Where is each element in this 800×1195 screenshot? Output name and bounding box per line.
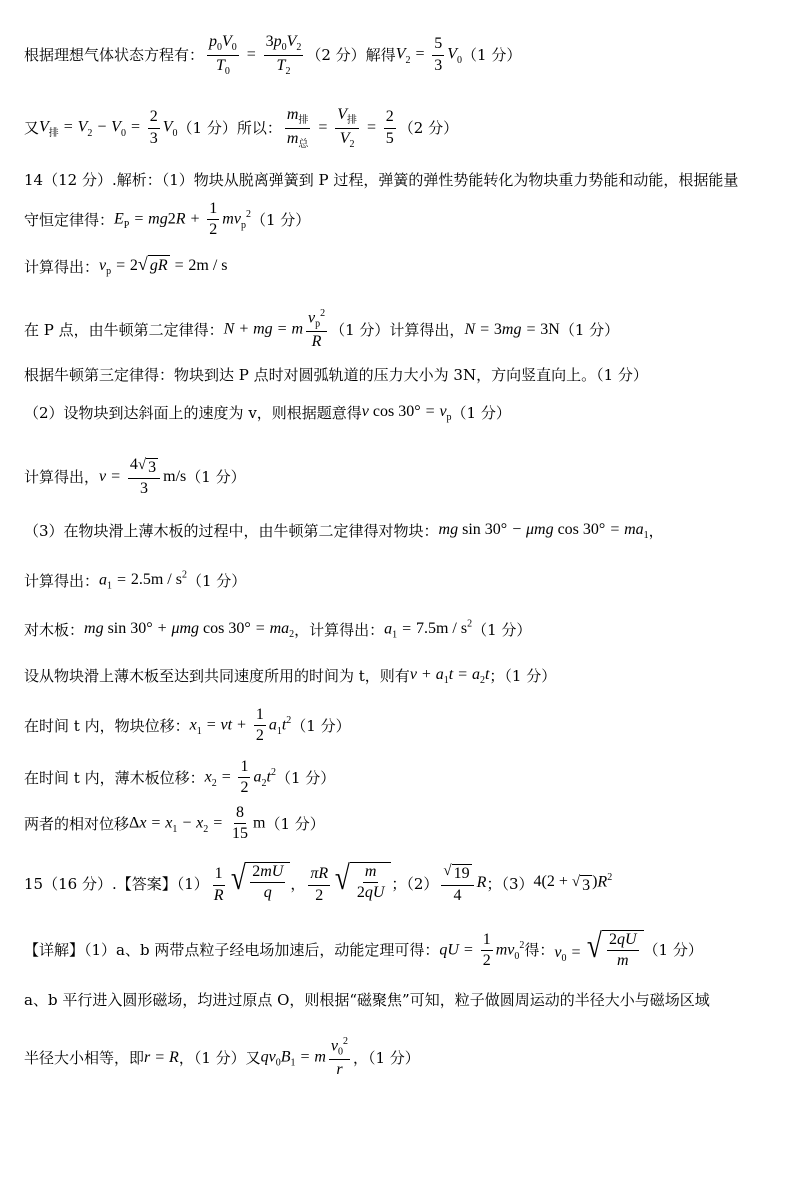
v0-result: $v_0$ = √ $\frac{2qU}{m}$ [554, 930, 643, 971]
line-1: 根据理想气体状态方程有： $\frac{p_0V_0}{T_0}$ = $\frac{3p_0V_2}{T_2}$ （2 分）解得 $V_2$ = $\frac{5}{3}$ $V_0$ （1 分） [24, 33, 522, 77]
line-15: 在时间 t 内，薄木板位移： $x_2$ = $\frac{1}{2}$ $a_2t^2$ （1 分） [24, 758, 336, 797]
radius-equation: r = R [144, 1049, 179, 1067]
answer-1b: $\frac{\pi R}{2}$ √ $\frac{m}{2qU}$ [305, 862, 391, 905]
line-6: 在 P 点，由牛顿第二定律得： N + mg = m $\frac{v_p^2}{R}$ （1 分）计算得出， N = 3mg = 3N （1 分） [24, 308, 620, 351]
line-5: 计算得出： $v_p = 2$ √ gR = 2m / s [24, 254, 228, 278]
line-20: 半径大小相等，即 r = R ，（1 分）又 $qv_0B_1 = m$ $\frac{v_0^2}{r}$ ，（1 分） [24, 1036, 420, 1079]
line-3: 14（12 分）.解析：（1）物块从脱离弹簧到 P 过程，弹簧的弹性势能转化为物块重力势能和动能，根据能量 [24, 171, 739, 189]
line-4: 守恒定律得： $E_P = mg2R$ + $\frac{1}{2}$ $mv_p^2$ （1 分） [24, 200, 311, 239]
v2-result: $V_2$ = $\frac{5}{3}$ $V_0$ [395, 35, 463, 74]
vp-result: $v_p = 2$ √ gR = 2m / s [99, 254, 228, 278]
line-18: 【详解】（1）a、b 两带点粒子经电场加速后，动能定理可得： qU = $\frac{1}{2}$ $mv_0^2$ 得： $v_0$ = √ $\frac{2qU}{m}$ （1 分） [24, 928, 703, 970]
line-10: （3）在物块滑上薄木板的过程中，由牛顿第二定律得对物块： mg sin 30° − μmg $\cos 30^\circ = ma_1$ ， [24, 521, 664, 542]
line-19: a、b 平行进入圆形磁场，均进过原点 O，则根据“磁聚焦”可知，粒子做圆周运动的半径大小与磁场区域 [24, 991, 710, 1009]
lorentz-force-equation: $qv_0B_1 = m$ $\frac{v_0^2}{r}$ [260, 1036, 348, 1079]
block-force-equation: mg sin 30° − μmg $\cos 30^\circ = ma_1$ [438, 521, 649, 542]
line-7: 根据牛顿第三定律得：物块到达 P 点时对圆弧轨道的压力大小为 3N，方向竖直向上。（1 分） [24, 366, 648, 384]
common-velocity-equation: $v + a_1t = a_2t$ [409, 666, 490, 687]
v-exhaust-equation: $V_排 = V_2 - V_0$ = $\frac{2}{3}$ $V_0$ [39, 108, 178, 147]
newton-second-p-equation: N + mg = m $\frac{v_p^2}{R}$ [223, 308, 326, 351]
relative-displacement-equation: $\Delta x = x_1 - x_2$ = $\frac{8}{15}$ m [129, 804, 266, 843]
line-16: 两者的相对位移 $\Delta x = x_1 - x_2$ = $\frac{8}{15}$ m （1 分） [24, 804, 325, 843]
board-displacement-equation: $x_2$ = $\frac{1}{2}$ $a_2t^2$ [204, 758, 276, 797]
n-result: N = 3mg = 3N [464, 321, 560, 339]
board-acceleration-result: $a_1 = 7.5m / s^2$ [384, 619, 473, 641]
line-9: 计算得出， v = 4 √ 3 3 m/s （1 分） [24, 456, 246, 498]
gas-state-equation: $\frac{p_0V_0}{T_0}$ = $\frac{3p_0V_2}{T_2}$ [209, 33, 302, 77]
line-11: 计算得出： $a_1 = 2.5m / s^2$ （1 分） [24, 570, 247, 592]
answer-1a: $\frac{1}{R}$ √ $\frac{2mU}{q}$ [209, 862, 291, 905]
velocity-relation: v $\cos 30^\circ = v_p$ [361, 403, 452, 424]
line-8: （2）设物块到达斜面上的速度为 v，则根据题意得 v $\cos 30^\circ = v_p$ （1 分） [24, 403, 511, 424]
board-force-equation: mg sin 30° + μmg $\cos 30^\circ = ma_2$ [84, 620, 295, 641]
line-2: 又 $V_排 = V_2 - V_0$ = $\frac{2}{3}$ $V_0$ （1 分）所以： $\frac{m_排}{m_总}$ = $\frac{V_排}{V_2}$ = $\frac{2}{5}$ （2 分） [24, 106, 459, 150]
mass-ratio-equation: $\frac{m_排}{m_总}$ = $\frac{V_排}{V_2}$ = $\frac{2}{5}$ [286, 106, 394, 150]
line-14: 在时间 t 内，物块位移： $x_1$ = vt + $\frac{1}{2}$ $a_1t^2$ （1 分） [24, 706, 351, 745]
line-13: 设从物块滑上薄木板至达到共同速度所用的时间为 t，则有 $v + a_1t = a_2t$ ；（1 分） [24, 666, 557, 687]
answer-3: 4(2 + √ 3 )$R^2$ [533, 871, 613, 895]
a1-result: $a_1 = 2.5m / s^2$ [99, 570, 187, 592]
v-result: v = 4 √ 3 3 m/s [99, 456, 187, 498]
answer-2: √ 19 4 R [443, 863, 487, 904]
energy-equation: $E_P = mg2R$ + $\frac{1}{2}$ $mv_p^2$ [114, 200, 251, 239]
kinetic-energy-equation: qU = $\frac{1}{2}$ $mv_0^2$ [439, 930, 525, 969]
block-displacement-equation: $x_1$ = vt + $\frac{1}{2}$ $a_1t^2$ [189, 706, 292, 745]
line-17: 15（16 分）.【答案】（1） $\frac{1}{R}$ √ $\frac{2mU}{q}$ ， $\frac{\pi R}{2}$ √ $\frac{m}{2qU}$ ；（2） √ 19 4 R ；（3） 4(2 + √ 3 )$R^2$ [24, 860, 613, 904]
line-12: 对木板： mg sin 30° + μmg $\cos 30^\circ = ma_2$ ，计算得出： $a_1 = 7.5m / s^2$ （1 分） [24, 619, 532, 641]
